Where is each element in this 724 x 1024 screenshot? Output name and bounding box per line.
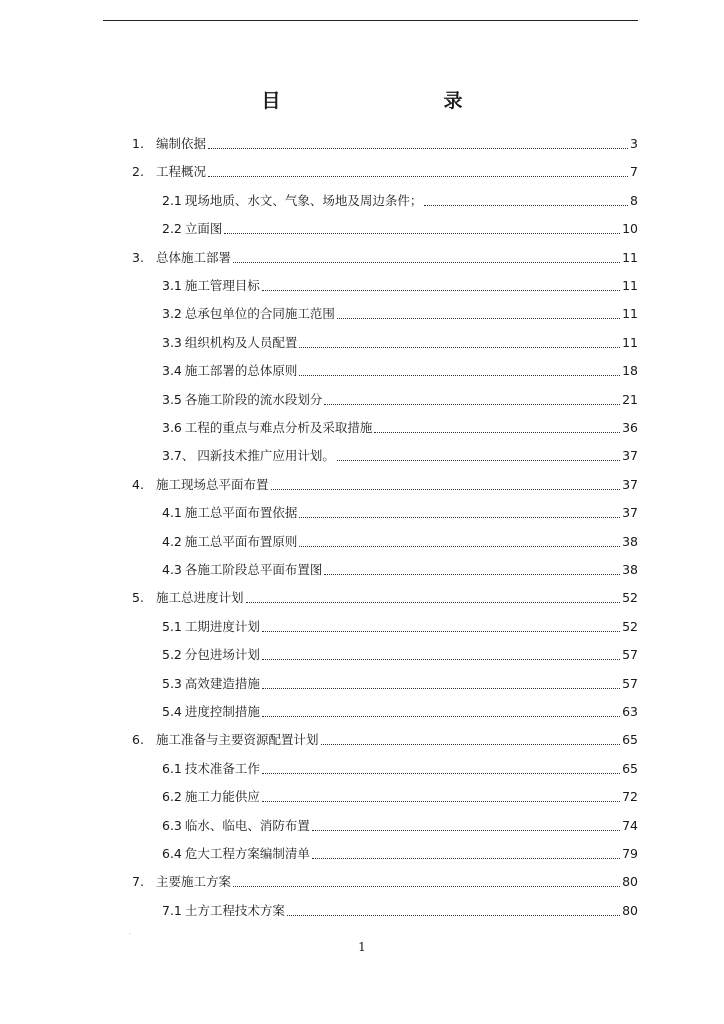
toc-entry[interactable] [132,159,638,181]
toc-entry-title: 各施工阶段的流水段划分 [184,391,323,407]
toc-entry-title: 工期进度计划 [184,618,260,634]
toc-entry-number: 1. [132,136,144,151]
toc-entry-title: 主要施工方案 [156,874,232,890]
toc-entry-number: 3.6 [162,420,182,435]
toc-entry[interactable] [132,585,638,607]
toc-dot-leader [262,801,620,802]
toc-entry[interactable] [162,301,638,323]
toc-dot-leader [424,205,628,206]
toc-dot-leader [262,631,620,632]
toc-entry[interactable] [162,813,638,835]
toc-entry-title: 总体施工部署 [156,249,232,265]
toc-entry-title: 四新技术推广应用计划。 [197,448,335,464]
toc-entry-number: 6.1 [162,760,182,776]
toc-dot-leader [374,432,620,433]
toc-entry-page: 52 [622,618,638,634]
toc-entry-number: 3.1 [162,278,182,293]
toc-entry-page: 11 [622,306,638,322]
toc-entry-page: 37 [622,476,638,492]
toc-entry[interactable] [162,557,638,579]
toc-dot-leader [262,659,620,660]
toc-entry-page: 65 [622,732,638,748]
toc-entry-title: 分包进场计划 [184,647,260,663]
toc-entry-page: 11 [622,334,638,350]
toc-dot-leader [337,318,620,319]
toc-dot-leader [312,858,620,859]
toc-entry-number: 3.4 [162,363,182,379]
toc-dot-leader [262,773,620,774]
toc-entry-page: 7 [630,164,638,180]
toc-entry-number: 3.2 [162,306,182,322]
toc-entry-page: 57 [622,647,638,663]
toc-entry[interactable] [162,614,638,636]
toc-entry-page: 18 [622,363,638,379]
toc-entry-title: 施工力能供应 [184,789,260,805]
toc-dot-leader [324,574,620,575]
footer-page-number: 1 [358,940,366,954]
toc-entry-title: 组织机构及人员配置 [184,334,298,350]
toc-entry-title: 施工管理目标 [184,278,260,293]
toc-dot-leader [224,233,620,234]
toc-entry[interactable] [132,131,638,153]
toc-dot-leader [271,489,621,490]
toc-dot-leader [321,744,621,745]
toc-entry-number: 2.1 [162,192,182,208]
toc-entry[interactable] [132,472,638,494]
toc-entry-number: 2. [132,164,144,180]
toc-entry-number: 6.3 [162,817,182,833]
toc-entry-page: 8 [630,192,638,208]
toc-entry-title: 施工准备与主要资源配置计划 [156,732,319,748]
toc-entry-title: 工程的重点与难点分析及采取措施 [184,420,373,435]
toc-dot-leader [246,602,621,603]
toc-entry-number: 4.1 [162,505,182,521]
toc-entry-title: 进度控制措施 [184,704,260,719]
toc-entry-title: 施工部署的总体原则 [184,363,298,379]
toc-dot-leader [299,546,620,547]
toc-dot-leader [337,460,620,461]
toc-entry[interactable] [132,869,638,891]
toc-entry[interactable] [162,443,638,465]
toc-entry-title: 施工现场总平面布置 [156,476,269,492]
toc-entry-number: 5. [132,590,144,606]
toc-dot-leader [299,375,620,376]
toc-entry[interactable] [162,671,638,693]
toc-entry-number: 4.2 [162,533,182,549]
toc-entry-title: 各施工阶段总平面布置图 [184,562,323,577]
toc-entry-title: 临水、临电、消防布置 [184,817,310,833]
toc-entry-page: 74 [622,817,638,833]
toc-entry-title: 技术准备工作 [184,760,260,776]
toc-entry-number: 7. [132,874,144,890]
toc-entry-page: 10 [622,221,638,237]
toc-dot-leader [208,148,628,149]
toc-entry-number: 5.3 [162,675,182,691]
toc-entry[interactable] [162,188,638,210]
toc-entry[interactable] [132,245,638,267]
toc-dot-leader [287,915,620,916]
toc-entry-title: 土方工程技术方案 [184,902,285,918]
toc-entry[interactable] [162,756,638,778]
toc-entry-page: 57 [622,675,638,691]
toc-entry-title: 编制依据 [156,136,207,151]
toc-entry-page: 36 [622,420,638,435]
toc-entry-page: 37 [622,448,638,464]
toc-entry-page: 11 [622,278,638,293]
toc-entry-page: 79 [622,846,638,861]
toc-entry-number: 5.4 [162,704,182,719]
toc-entry[interactable] [162,415,638,437]
toc-dot-leader [299,347,620,348]
toc-dot-leader [233,262,620,263]
toc-entry-page: 72 [622,789,638,805]
toc-entry-number: 6. [132,732,144,748]
toc-entry-number: 6.2 [162,789,182,805]
toc-entry-number: 6.4 [162,846,182,861]
toc-entry-page: 21 [622,391,638,407]
toc-entry-page: 3 [630,136,638,151]
toc-entry[interactable] [162,500,638,522]
toc-entry-title: 总承包单位的合同施工范围 [184,306,335,322]
toc-entry-page: 80 [622,902,638,918]
toc-entry[interactable] [162,699,638,721]
toc-entry-number: 2.2 [162,221,182,237]
toc-entry[interactable] [162,898,638,920]
toc-dot-leader [262,716,620,717]
toc-entry-page: 38 [622,562,638,577]
toc-entry-title: 施工总平面布置依据 [184,505,298,521]
toc-entry-title: 施工总平面布置原则 [184,533,298,549]
toc-dot-leader [262,290,620,291]
toc-dot-leader [324,404,620,405]
toc-entry[interactable] [162,841,638,863]
toc-dot-leader [208,176,628,177]
toc-entry-number: 3. [132,249,144,265]
toc-entry-title: 立面图 [184,221,223,237]
toc-title: 目 录 [261,90,535,112]
toc-entry-number: 5.2 [162,647,182,663]
toc-entry[interactable] [162,387,638,409]
toc-entry[interactable] [162,358,638,380]
toc-entry-title: 工程概况 [156,164,207,180]
toc-entry-page: 52 [622,590,638,606]
toc-entry-number: 4.3 [162,562,182,577]
toc-entry[interactable] [162,642,638,664]
toc-entry-number: 3.5 [162,391,182,407]
toc-entry[interactable] [162,529,638,551]
toc-entry-number: 5.1 [162,618,182,634]
toc-entry-page: 38 [622,533,638,549]
footer-mark: . [129,929,131,936]
toc-entry-number: 3.7、 [162,448,195,464]
toc-dot-leader [233,886,620,887]
toc-entry[interactable] [162,784,638,806]
toc-entry-page: 11 [622,249,638,265]
toc-entry[interactable] [162,216,638,238]
toc-entry[interactable] [162,330,638,352]
toc-entry-number: 7.1 [162,902,182,918]
toc-entry-page: 80 [622,874,638,890]
toc-entry[interactable] [132,727,638,749]
toc-dot-leader [299,517,620,518]
toc-dot-leader [312,830,620,831]
toc-dot-leader [262,688,620,689]
toc-entry-number: 4. [132,476,144,492]
toc-entry-title: 施工总进度计划 [156,590,244,606]
header-rule [103,20,638,21]
toc-entry[interactable] [162,273,638,295]
toc-entry-page: 63 [622,704,638,719]
toc-entry-title: 高效建造措施 [184,675,260,691]
toc-entry-number: 3.3 [162,334,182,350]
toc-entry-title: 危大工程方案编制清单 [184,846,310,861]
toc-entry-page: 37 [622,505,638,521]
toc-entry-title: 现场地质、水文、气象、场地及周边条件； [184,192,423,208]
toc-entry-page: 65 [622,760,638,776]
